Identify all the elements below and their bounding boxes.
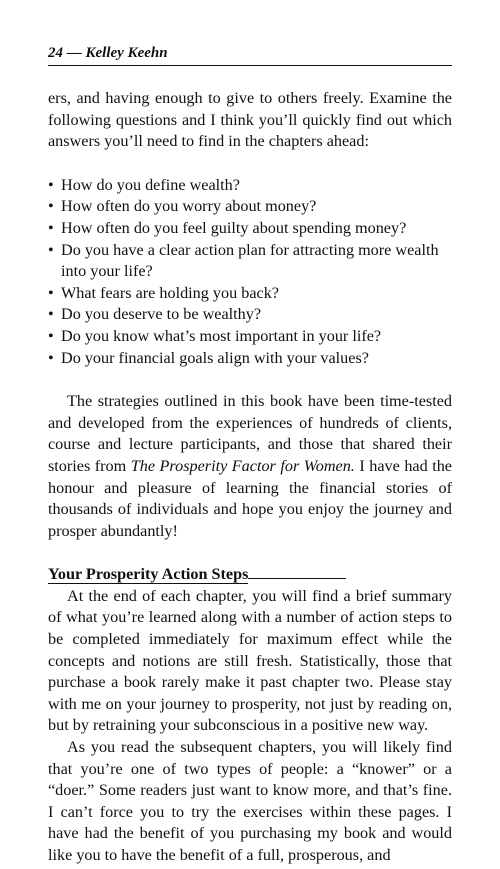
question-item [48,240,452,283]
bullet-icon: • [48,240,54,259]
question-text: How often do you worry about money? [61,197,317,216]
book-page [48,44,452,867]
bullet-icon: • [48,348,54,367]
heading-rule [248,577,346,579]
question-item [48,348,452,370]
strategies-text-before: The strategies outlined in this book have been time-tested and developed from the experiences of hundreds of clients, course and lecture participants, and those that shared their stories from [48,392,452,475]
question-text: Do you have a clear action plan for attracting more wealth into your life? [61,240,439,281]
bullet-icon: • [48,175,54,194]
question-item [48,218,452,240]
question-item [48,304,452,326]
question-list [48,175,452,369]
bullet-icon: • [48,283,54,302]
bullet-icon: • [48,218,54,237]
question-text: What fears are holding you back? [61,283,279,302]
section-heading [48,564,452,586]
question-item [48,326,452,348]
question-text: How do you define wealth? [61,175,240,194]
question-item [48,175,452,197]
reader-types-paragraph: As you read the subsequent chapters, you will likely find that you’re one of two types of people: a “knower” or a “doer.” Some readers just want to know more, and that’s fine. I can’t force you to try the exercises within these pages. I have had the benefit of you purchasing my book and would like you to have the benefit of a full, prosperous, and [48,738,452,864]
action-steps-paragraph: At the end of each chapter, you will find a brief summary of what you’re learned along with a number of action steps to be completed immediately for maximum effect while the concepts and notions are still fresh. Statistically, those that purchase a book rarely make it past chapter two. Please stay with me on your journey to prosperity, not just by reading on, but by retraining your subconscious in a positive new way. [48,586,452,735]
bullet-icon: • [48,197,54,216]
intro-paragraph: ers, and having enough to give to others freely. Examine the following questions and I think you’ll quickly find out which answers you’ll need to find in the chapters ahead: [48,89,452,151]
question-text: Do you know what’s most important in your life? [61,326,382,345]
question-item [48,196,452,218]
bullet-icon: • [48,305,54,324]
question-text: Do your financial goals align with your values? [61,348,369,367]
bullet-icon: • [48,326,54,345]
question-text: How often do you feel guilty about spending money? [61,218,407,237]
book-title: The Prosperity Factor for Women. [130,456,355,475]
strategies-text-after: I have had the honour and pleasure of learning the financial stories of thousands of individuals and hope you enjoy the journey and prosper abundantly! [48,456,452,540]
question-text: Do you deserve to be wealthy? [61,305,262,324]
running-head: 24 — Kelley Keehn [48,44,452,66]
strategies-paragraph [48,391,452,542]
section-heading-text: Your Prosperity Action Steps [48,565,249,584]
question-item [48,283,452,305]
